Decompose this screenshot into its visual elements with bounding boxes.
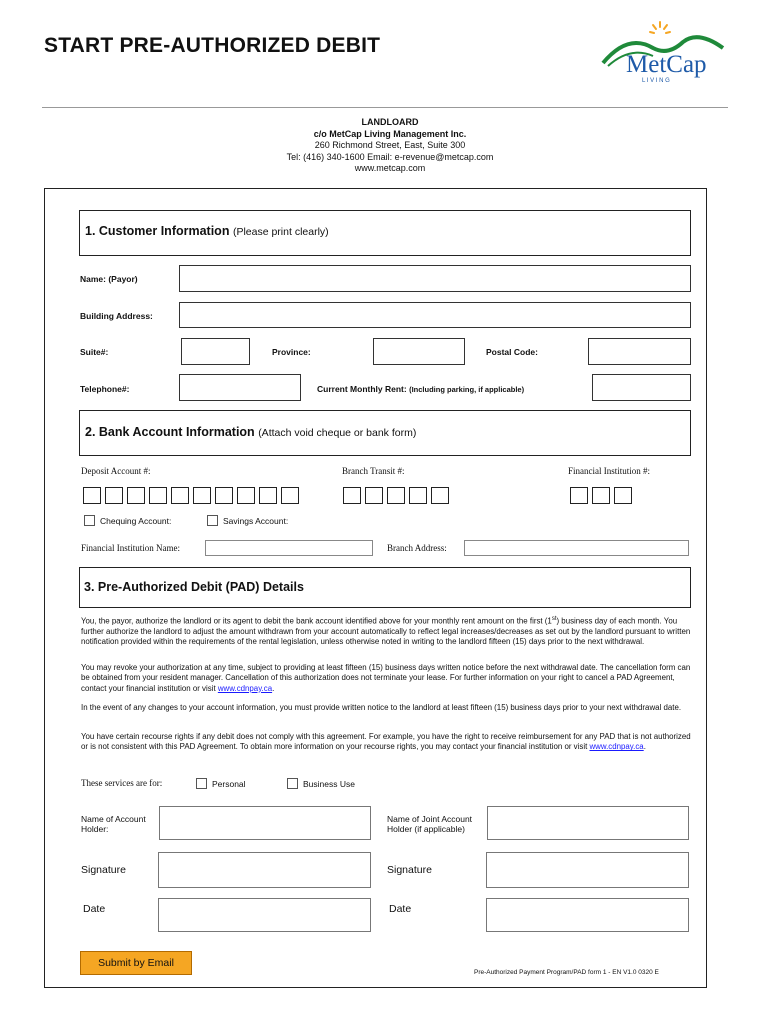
digit-box[interactable] (127, 487, 145, 504)
digit-box[interactable] (592, 487, 610, 504)
name-label: Name: (Payor) (80, 274, 138, 284)
section2-title: 2. Bank Account Information (85, 425, 255, 439)
digit-box[interactable] (193, 487, 211, 504)
deposit-account-boxes (83, 487, 303, 504)
logo-text: MetCap (626, 51, 707, 78)
metcap-logo (598, 18, 728, 90)
digit-box[interactable] (614, 487, 632, 504)
digit-box[interactable] (409, 487, 427, 504)
section2-note: (Attach void cheque or bank form) (258, 427, 417, 439)
date2-label: Date (389, 903, 412, 915)
landlord-contact: Tel: (416) 340-1600 Email: e-revenue@metcap.com (286, 151, 494, 162)
personal-option[interactable] (196, 778, 246, 789)
chequing-label: Chequing Account: (100, 515, 172, 526)
signature2-label: Signature (387, 864, 432, 876)
submit-email-button[interactable]: Submit by Email (80, 951, 192, 975)
savings-label: Savings Account: (223, 515, 289, 526)
pad-paragraph-2: You may revoke your authorization at any time, subject to providing at least fifteen (15) business days written notice before the next withdrawal date. The cancellation form can be obtained from your resident manager. Cancellation of this authorization does not terminate your lease. For further information on your right to cancel a PAD Agreement, contact your financial institution or visit www.cdnpay.ca. (81, 663, 691, 693)
telephone-label: Telephone#: (80, 384, 130, 394)
institution-name-label: Financial Institution Name: (81, 543, 180, 553)
digit-box[interactable] (237, 487, 255, 504)
signature2-input[interactable] (486, 852, 689, 888)
business-option[interactable] (287, 778, 355, 789)
digit-box[interactable] (215, 487, 233, 504)
digit-box[interactable] (171, 487, 189, 504)
province-input[interactable] (373, 338, 465, 365)
section3-title: 3. Pre-Authorized Debit (PAD) Details (84, 580, 304, 594)
account-holder-label: Name of Account Holder: (81, 814, 146, 834)
branch-transit-boxes (343, 487, 453, 504)
pad-paragraph-4: You have certain recourse rights if any debit does not comply with this agreement. For example, you have the right to receive reimbursement for any PAD that is not authorized or is not consistent with this PAD Agreement. To obtain more information on your recourse rights, you may contact your financial institution or visit www.cdnpay.ca. (81, 732, 691, 752)
digit-box[interactable] (83, 487, 101, 504)
digit-box[interactable] (149, 487, 167, 504)
building-label: Building Address: (80, 311, 153, 321)
digit-box[interactable] (105, 487, 123, 504)
building-address-input[interactable] (179, 302, 691, 328)
digit-box[interactable] (431, 487, 449, 504)
rent-note: (Including parking, if applicable) (409, 385, 525, 394)
landlord-company: c/o MetCap Living Management Inc. (313, 128, 467, 139)
landlord-address: 260 Richmond Street, East, Suite 300 (314, 140, 466, 150)
chequing-option[interactable] (84, 515, 171, 526)
savings-checkbox[interactable] (207, 515, 218, 526)
institution-number-label: Financial Institution #: (568, 466, 650, 476)
account-holder-input[interactable] (159, 806, 371, 840)
header-divider (42, 107, 728, 108)
suite-label: Suite#: (80, 347, 109, 357)
section1-title: 1. Customer Information (85, 224, 230, 238)
section2-header (79, 410, 691, 456)
joint-holder-label: Name of Joint Account Holder (if applicable) (387, 814, 473, 834)
landlord-info (200, 117, 580, 175)
cdnpay-link-2[interactable]: www.cdnpay.ca (589, 742, 644, 752)
pad-paragraph-1: You, the payor, authorize the landlord or its agent to debit the bank account identified above for your monthly rent amount on the first (1st) business day of each month. You further authorize the landlord to adjust the amount withdrawn from your account automatically to reflect legal increases/decreases as set out by the landlord pursuant to written notification provided within the requirements of the rental legislation, unless otherwise noted in writing to the landlord fifteen (15) days prior to the next withdrawal. (81, 616, 691, 647)
digit-box[interactable] (387, 487, 405, 504)
deposit-account-label: Deposit Account #: (81, 466, 151, 476)
section3-header (79, 567, 691, 608)
telephone-input[interactable] (179, 374, 301, 401)
branch-address-label: Branch Address: (387, 543, 447, 553)
name-input[interactable] (179, 265, 691, 292)
business-checkbox[interactable] (287, 778, 298, 789)
landlord-heading: LANDLOARD (361, 117, 419, 127)
digit-box[interactable] (281, 487, 299, 504)
province-label: Province: (272, 347, 311, 357)
signature-input[interactable] (158, 852, 371, 888)
institution-name-input[interactable] (205, 540, 373, 556)
page-title: START PRE-AUTHORIZED DEBIT (44, 34, 381, 57)
logo-subtext: L I V I N G (642, 78, 670, 84)
date-label: Date (83, 903, 106, 915)
digit-box[interactable] (365, 487, 383, 504)
monthly-rent-input[interactable] (592, 374, 691, 401)
signature-label: Signature (81, 864, 126, 876)
form-footer: Pre-Authorized Payment Program/PAD form 1 - EN V1.0 0320 E (474, 969, 659, 976)
personal-label: Personal (212, 778, 246, 789)
cdnpay-link[interactable]: www.cdnpay.ca (217, 683, 273, 693)
section1-header (79, 210, 691, 256)
digit-box[interactable] (259, 487, 277, 504)
suite-input[interactable] (181, 338, 250, 365)
postal-label: Postal Code: (486, 347, 538, 357)
section1-note: (Please print clearly) (232, 226, 329, 238)
branch-address-input[interactable] (464, 540, 689, 556)
postal-code-input[interactable] (588, 338, 691, 365)
date-input[interactable] (158, 898, 371, 932)
rent-label: Current Monthly Rent: (317, 384, 407, 394)
business-label: Business Use (303, 778, 355, 789)
joint-holder-input[interactable] (487, 806, 689, 840)
personal-checkbox[interactable] (196, 778, 207, 789)
chequing-checkbox[interactable] (84, 515, 95, 526)
pad-paragraph-3: In the event of any changes to your account information, you must provide written notice to the landlord at least fifteen (15) business days prior to your next withdrawal date. (81, 703, 682, 712)
digit-box[interactable] (570, 487, 588, 504)
savings-option[interactable] (207, 515, 288, 526)
landlord-website: www.metcap.com (354, 163, 426, 173)
services-label: These services are for: (81, 778, 163, 788)
date2-input[interactable] (486, 898, 689, 932)
institution-number-boxes (570, 487, 636, 504)
digit-box[interactable] (343, 487, 361, 504)
branch-transit-label: Branch Transit #: (342, 466, 405, 476)
